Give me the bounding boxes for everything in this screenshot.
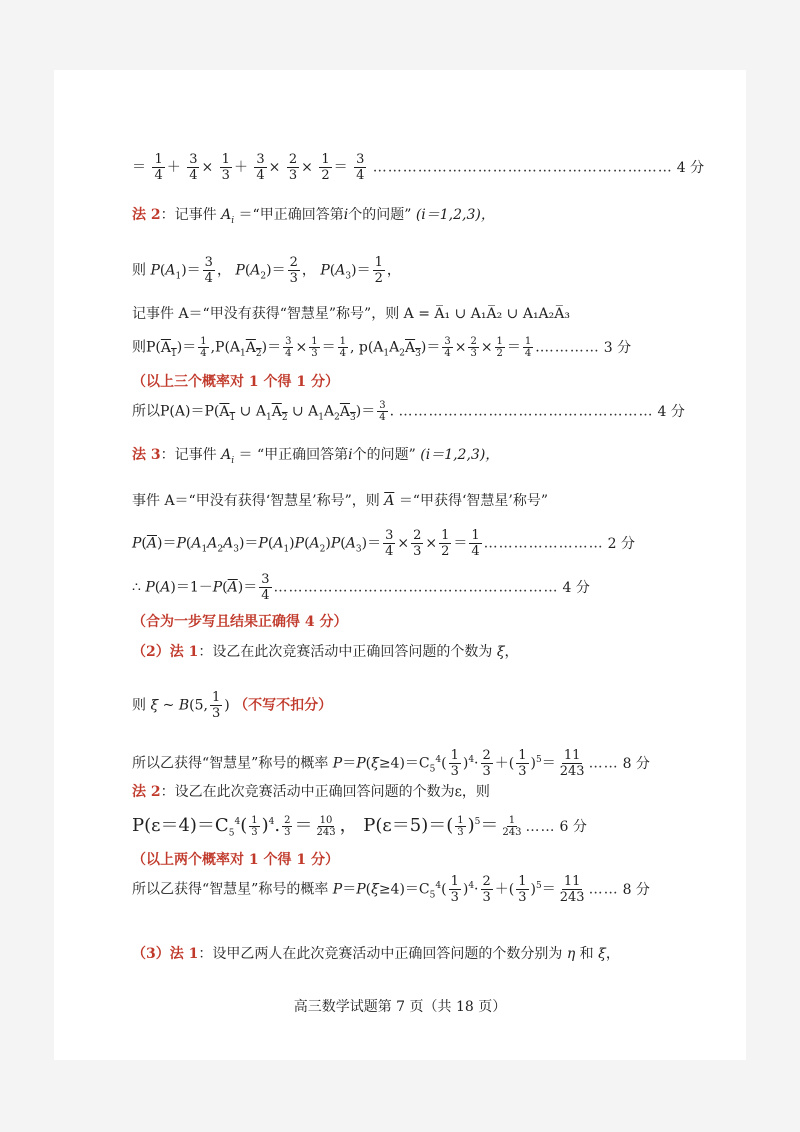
event-a3-line: 事件 A＝“甲没有获得‘智慧星’称号”，则 $\overline{A}$ ＝“甲获得‘智慧星’称号” — [132, 493, 549, 509]
event-a-line: 记事件 A＝“甲没有获得“智慧星”称号”，则 A = A̅₁ ∪ A₁A̅₂ ∪ A₁A₂A̅₃ — [132, 306, 570, 322]
epsilon-line: $P(\varepsilon=4)=C_5^4$( $\frac{1}{3}$ )$^4$. $\frac{2}{3}$ ＝ $\frac{10}{243}$ ， P(ε＝5)＝( $\frac{1}{3}$ )$^5$＝ $\frac{1}{243}$ …… 6 分 — [132, 814, 587, 839]
method-3-line: 法 3：记事件 $A_i$ ＝ “甲正确回答第i个的问题” (i＝1,2,3)， — [132, 447, 500, 466]
score-mark: 4 分 — [676, 159, 705, 176]
prob-line-1: 所以乙获得“智慧星”称号的概率 $P=P(\xi\ge 4)=C_5^4$( $\frac{1}{3}$ )$^4$· $\frac{2}{3}$ ＋( $\frac{1}{3}$ )$^5$＝ $\frac{11}{243}$ …… 8 分 — [132, 748, 650, 779]
part-3-line: （3）法 1：设甲乙两人在此次竞赛活动中正确回答问题的个数分别为 η 和 ξ， — [132, 946, 620, 962]
scoring-note-3: （以上两个概率对 1 个得 1 分） — [132, 852, 339, 868]
method-2b-line: 法 2：设乙在此次竞赛活动中正确回答问题的个数为ε，则 — [132, 784, 490, 800]
page-footer: 高三数学试题第 7 页（共 18 页） — [293, 999, 507, 1015]
part-2-line: （2）法 1：设乙在此次竞赛活动中正确回答问题的个数为 ξ， — [132, 644, 519, 660]
prob-line-2: 所以乙获得“智慧星”称号的概率 $P=P(\xi\ge 4)=C_5^4$( $\frac{1}{3}$ )$^4$· $\frac{2}{3}$ ＋( $\frac{1}{3}$ )$^5$＝ $\frac{11}{243}$ …… 8 分 — [132, 874, 650, 905]
equation-line-1: ＝ $\frac{1}{4}$ ＋ $\frac{3}{4}$ × $\frac{1}{3}$ ＋ $\frac{3}{4}$ × $\frac{2}{3}$ × $\frac{1}{2}$ ＝ $\frac{3}{4}$ …………………………………………………… 4 分 — [132, 152, 705, 183]
therefore-line: ∴ $P(A)=1-P(\overline{A})=$ $\frac{3}{4}$ ………………………………………………… 4 分 — [132, 572, 590, 603]
binomial-line: 则 ξ ~ B(5, $\frac{1}{3}$ ) （不写不扣分） — [132, 690, 333, 721]
method-2-line: 法 2：记事件 $A_i$ ＝“甲正确回答第i个的问题” (i＝1,2,3)， — [132, 207, 495, 226]
probabilities-line: 则 $P(A_1)=$ $\frac{3}{4}$ ， $P(A_2)=$ $\frac{2}{3}$ ， $P(A_3)=$ $\frac{1}{2}$ ， — [132, 255, 401, 286]
scoring-note-2: （合为一步写且结果正确得 4 分） — [132, 614, 348, 630]
probabilities-line-2: 则$P(A_1)=$ $\frac{1}{4}$ $,P(A_1A_2)=$ $\frac{3}{4}$ × $\frac{1}{3}$ ＝ $\frac{1}{4}$ , $p(A_1A_2A_3)=$ $\frac{3}{4}$ × $\frac{2}{3}$ × $\frac{1}{2}$ ＝ $\frac{1}{4}$ .………… 3 分 — [132, 336, 632, 359]
so-line: 所以$P(A)=P(A_1$ ∪ $A_1A_2$ ∪ $A_1A_2A_3)=$ $\frac{3}{4}$ . …………………………………………… 4 分 — [132, 400, 685, 423]
scoring-note-1: （以上三个概率对 1 个得 1 分） — [132, 374, 339, 390]
method-label: 法 2 — [132, 207, 161, 223]
pabar-line: $P(\overline{A})=P(A_1A_2A_3)=P(A_1)P(A_2)P(A_3)=$ $\frac{3}{4}$ × $\frac{2}{3}$ × $\frac{1}{2}$ ＝ $\frac{1}{4}$ …………………… 2 分 — [132, 528, 636, 559]
